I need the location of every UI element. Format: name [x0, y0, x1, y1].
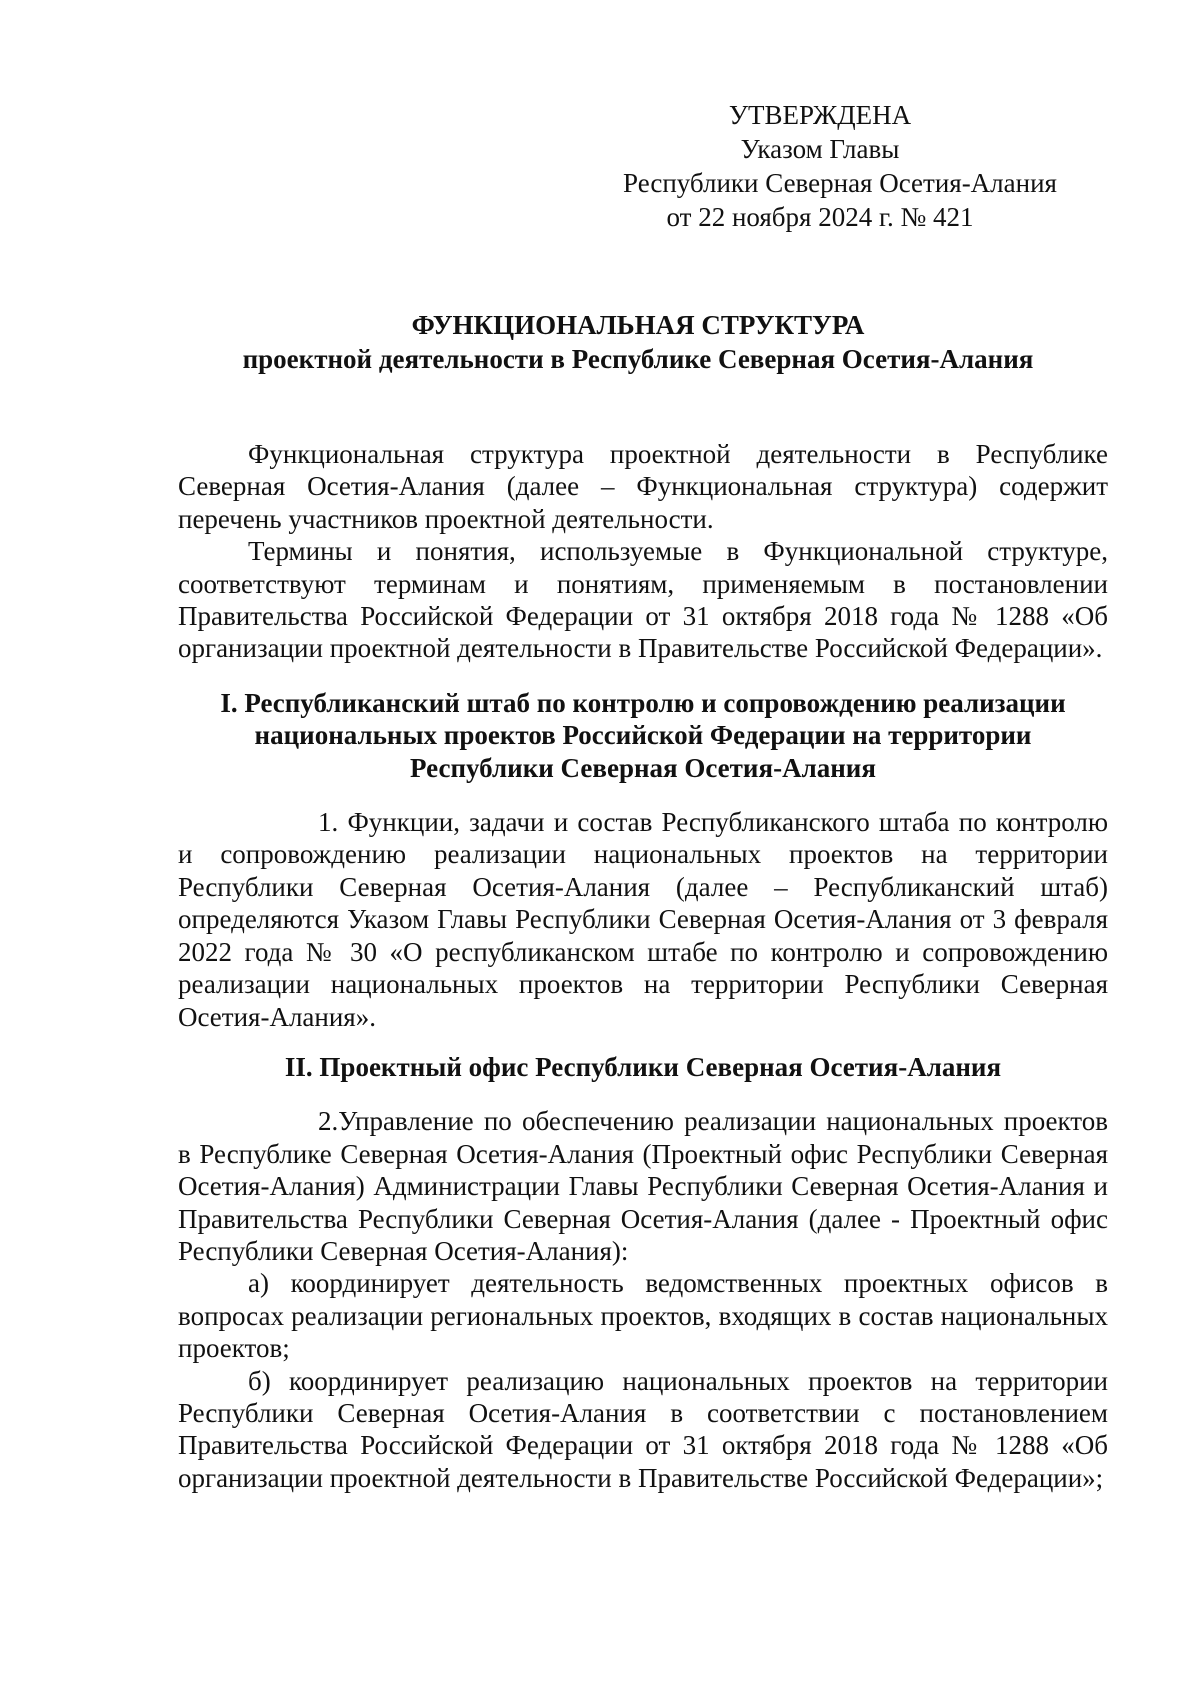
item-2-number: 2.: [318, 1106, 339, 1137]
section-1-heading: [178, 687, 1108, 784]
intro-paragraph-1: Функциональная структура проектной деятельности в Республике Северная Осетия-Алания (далее – Функциональная структура) содержит перечень участников проектной деятельности.: [178, 439, 1108, 534]
document-body: [178, 438, 1108, 1494]
approval-stamp: [600, 98, 1100, 234]
subitem-a-paragraph: а) координирует деятельность ведомственных проектных офисов в вопросах реализации региональных проектов, входящих в состав национальных проектов;: [178, 1268, 1108, 1364]
title-sub: проектной деятельности в Республике Северная Осетия-Алания: [242, 344, 1034, 374]
section-2-heading: [178, 1051, 1108, 1083]
item-2-text: Управление по обеспечению реализации национальных проектов в Республике Северная Осетия-Алания (Проектный офис Республики Северная Осетия-Алания) Администрации Главы Республики Северная Осетия-Алания и Правительства Республики Северная Осетия-Алания (далее - Проектный офис Республики Северная Осетия-Алания):: [178, 1106, 1108, 1266]
item-2-paragraph: [178, 1105, 1108, 1267]
section-1-heading-line: национальных проектов Российской Федерации на территории: [254, 720, 1032, 751]
item-1-text: Функции, задачи и состав Республиканского штаба по контролю и сопровождению реализации национальных проектов на территории Республики Северная Осетия-Алания (далее – Республиканский штаб) определяются Указом Главы Республики Северная Осетия-Алания от 3 февраля 2022 года № 30 «О республиканском штабе по контролю и сопровождению реализации национальных проектов на территории Республики Северная Осетия-Алания».: [178, 807, 1109, 1032]
intro-paragraph-2: Термины и понятия, используемые в Функциональной структуре, соответствуют терминам и понятиям, применяемым в постановлении Правительства Российской Федерации от 31 октября 2018 года № 1288 «Об организации проектной деятельности в Правительстве Российской Федерации».: [178, 536, 1108, 664]
section-1-heading-line: Республики Северная Осетия-Алания: [410, 752, 876, 783]
title-main: ФУНКЦИОНАЛЬНАЯ СТРУКТУРА: [411, 310, 865, 340]
section-2-heading-text: II. Проектный офис Республики Северная Осетия-Алания: [284, 1051, 1002, 1082]
approval-line: УТВЕРЖДЕНА: [728, 100, 912, 130]
item-1-number: 1.: [318, 807, 339, 838]
subitem-b-paragraph: б) координирует реализацию национальных проектов на территории Республики Северная Осетия-Алания в соответствии с постановлением Правительства Российской Федерации от 31 октября 2018 года № 1288 «Об организации проектной деятельности в Правительстве Российской Федерации»;: [178, 1365, 1108, 1493]
approval-line: от 22 ноября 2024 г. № 421: [666, 202, 974, 232]
section-1-heading-line: I. Республиканский штаб по контролю и сопровождению реализации: [220, 687, 1066, 718]
approval-line: Республики Северная Осетия-Алания: [623, 168, 1057, 198]
item-1-paragraph: [178, 806, 1108, 1033]
document-title: [178, 308, 1098, 376]
approval-line: Указом Главы: [740, 134, 900, 164]
